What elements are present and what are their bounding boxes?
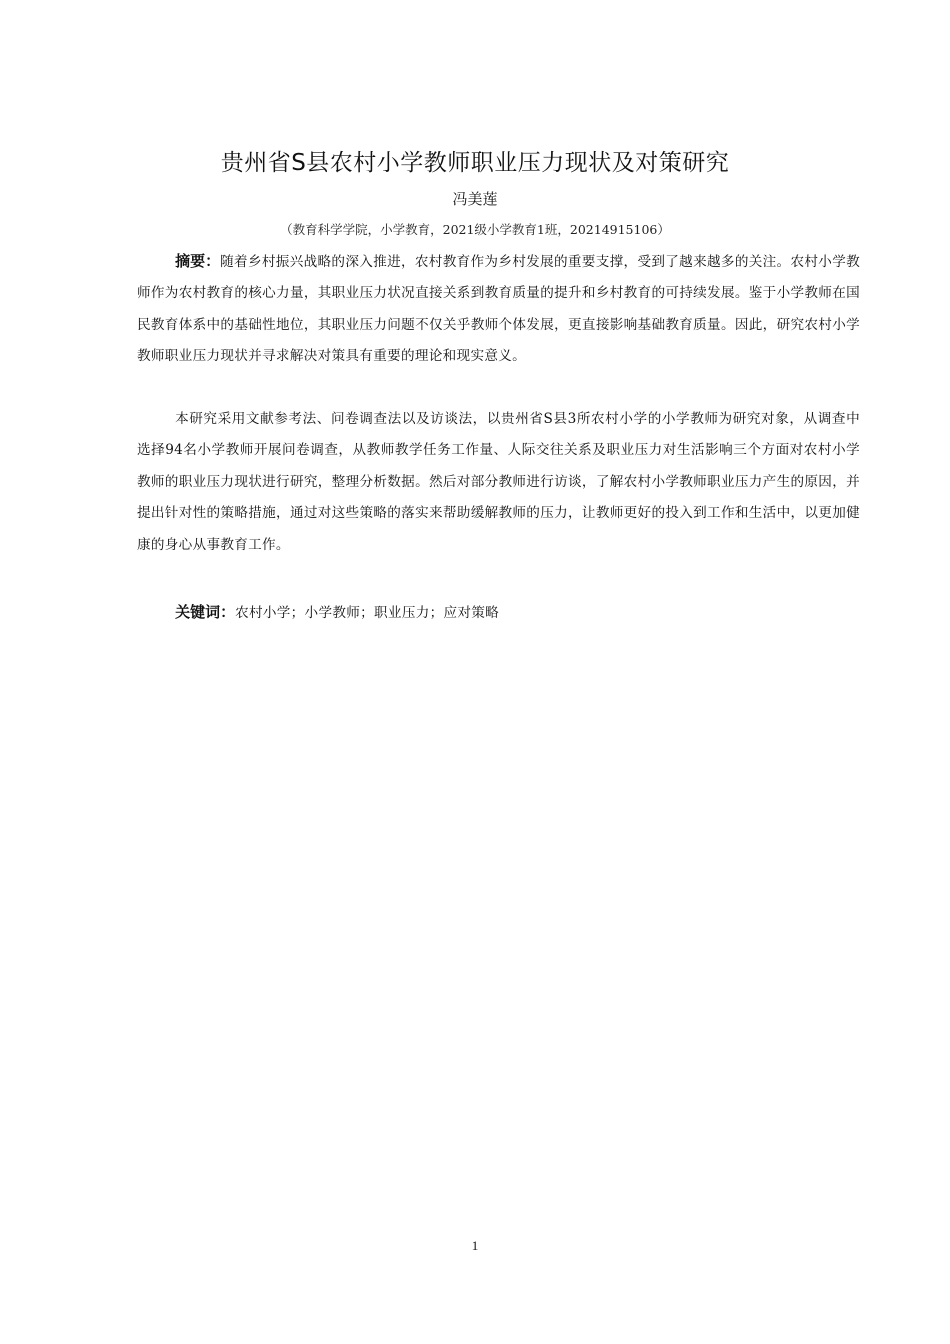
method-paragraph: 本研究采用文献参考法、问卷调查法以及访谈法，以贵州省S县3所农村小学的小学教师为研究对象，从调查中选择94名小学教师开展问卷调查，从教师教学任务工作量、人际交往关系及职业压力对生活影响三个方面对农村小学教师的职业压力现状进行研究，整理分析数据。然后对部分教师进行访谈，了解农村小学教师职业压力产生的原因，并提出针对性的策略措施，通过对这些策略的落实来帮助缓解教师的压力，让教师更好的投入到工作和生活中，以更加健康的身心从事教育工作。 bbox=[137, 411, 860, 553]
keywords-text: 农村小学；小学教师；职业压力；应对策略 bbox=[235, 605, 500, 621]
abstract-label: 摘要： bbox=[175, 252, 221, 270]
paper-title: 贵州省S县农村小学教师职业压力现状及对策研究 bbox=[220, 150, 730, 176]
author-affiliation: （教育科学学院，小学教育，2021级小学教育1班，20214915106） bbox=[280, 222, 670, 237]
page-number: 1 bbox=[471, 1238, 479, 1253]
abstract-text: 随着乡村振兴战略的深入推进，农村教育作为乡村发展的重要支撑，受到了越来越多的关注。农村小学教师作为农村教育的核心力量，其职业压力状况直接关系到教育质量的提升和乡村教育的可持续发展。鉴于小学教师在国民教育体系中的基础性地位，其职业压力问题不仅关乎教师个体发展，更直接影响基础教育质量。因此，研究农村小学教师职业压力现状并寻求解决对策具有重要的理论和现实意义。 bbox=[137, 254, 860, 365]
keywords-paragraph bbox=[137, 597, 860, 629]
keywords-label: 关键词： bbox=[175, 603, 236, 621]
abstract-paragraph bbox=[137, 246, 860, 373]
author-name: 冯美莲 bbox=[452, 190, 498, 208]
